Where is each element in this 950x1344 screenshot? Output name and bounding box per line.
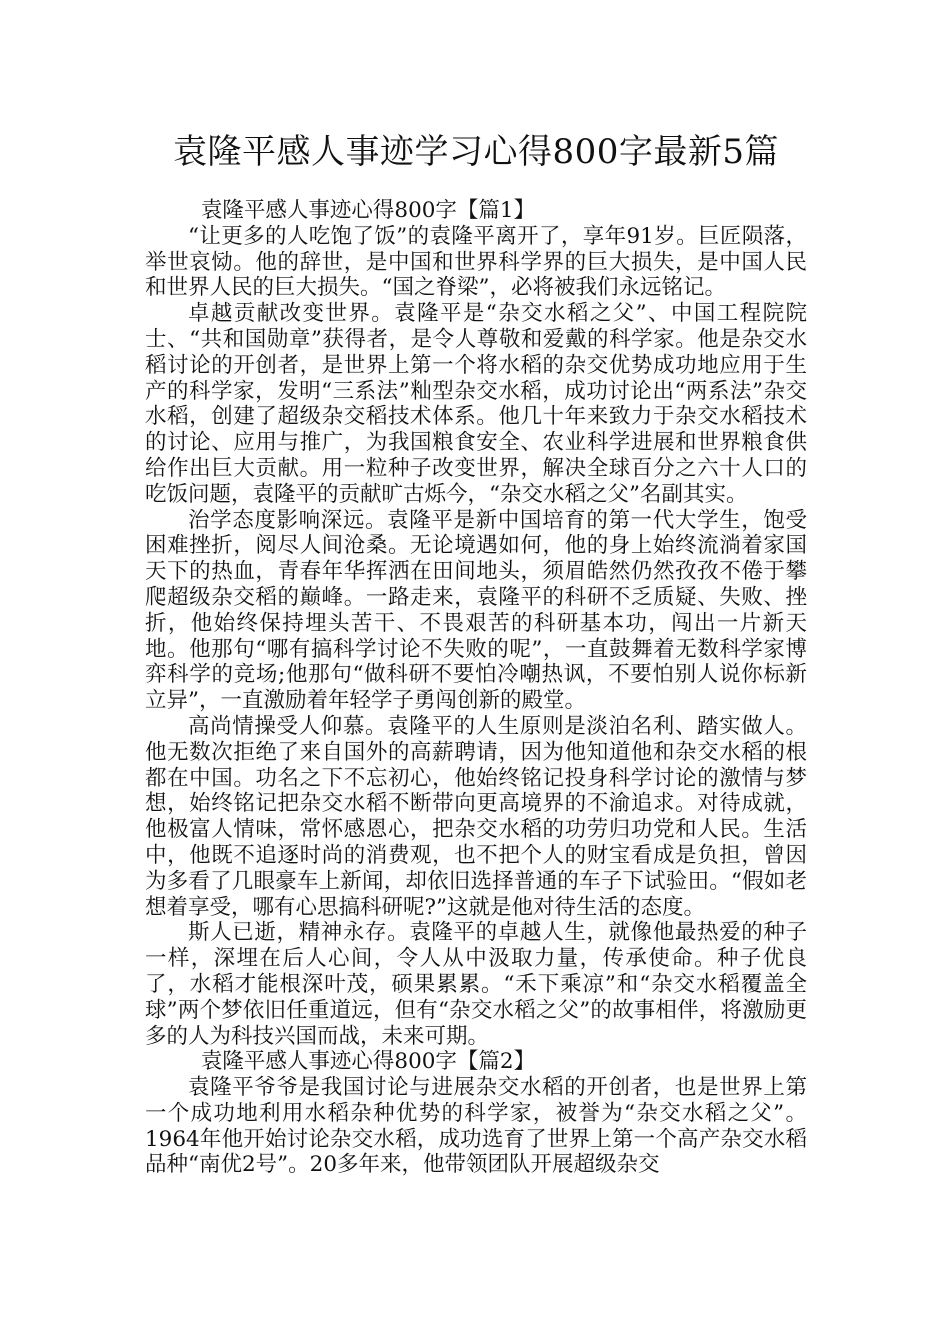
document-page [145, 0, 807, 1178]
section-heading: 袁隆平感人事迹心得800字【篇1】 [200, 198, 536, 223]
body-paragraph: 高尚情操受人仰慕。袁隆平的人生原则是淡泊名利、踏实做人。他无数次拒绝了来自国外的高薪聘请，因为他知道他和杂交水稻的根都在中国。功名之下不忘初心，他始终铭记投身科学讨论的激情与梦想，始终铭记把杂交水稻不断带向更高境界的不渝追求。对待成就，他极富人情味，常怀感恩心，把杂交水稻的功劳归功党和人民。生活中，他既不追逐时尚的消费观，也不把个人的财宝看成是负担，曾因为多看了几眼豪车上新闻，却依旧选择普通的车子下试验田。“假如老想着享受，哪有心思搞科研呢?”这就是他对待生活的态度。 [145, 713, 807, 920]
document-title: 袁隆平感人事迹学习心得800字最新5篇 [172, 132, 780, 172]
section-heading: 袁隆平感人事迹心得800字【篇2】 [200, 1049, 536, 1075]
body-paragraph: 袁隆平爷爷是我国讨论与进展杂交水稻的开创者，也是世界上第一个成功地利用水稻杂种优势的科学家，被誉为“杂交水稻之父”。1964年他开始讨论杂交水稻，成功选育了世界上第一个高产杂交水稻品种“南优2号”。20多年来，他带领团队开展超级杂交 [145, 1075, 807, 1178]
document-body [145, 198, 807, 1178]
body-paragraph: 斯人已逝，精神永存。袁隆平的卓越人生，就像他最热爱的种子一样，深埋在后人心间，令人从中汲取力量，传承使命。种子优良了，水稻才能根深叶茂，硕果累累。“禾下乘凉”和“杂交水稻覆盖全球”两个梦依旧任重道远，但有“杂交水稻之父”的故事相伴，将激励更多的人为科技兴国而战，未来可期。 [145, 920, 807, 1049]
body-paragraph: “让更多的人吃饱了饭”的袁隆平离开了，享年91岁。巨匠陨落，举世哀恸。他的辞世，是中国和世界科学界的巨大损失，是中国人民和世界人民的巨大损失。“国之脊梁”，必将被我们永远铭记。 [145, 223, 807, 301]
body-paragraph: 治学态度影响深远。袁隆平是新中国培育的第一代大学生，饱受困难挫折，阅尽人间沧桑。无论境遇如何，他的身上始终流淌着家国天下的热血，青春年华挥洒在田间地头，须眉皓然仍然孜孜不倦于攀爬超级杂交稻的巅峰。一路走来，袁隆平的科研不乏质疑、失败、挫折，他始终保持埋头苦干、不畏艰苦的科研基本功，闯出一片新天地。他那句“哪有搞科学讨论不失败的呢”，一直鼓舞着无数科学家博弈科学的竞场;他那句“做科研不要怕冷嘲热讽，不要怕别人说你标新立异”，一直激励着年轻学子勇闯创新的殿堂。 [145, 507, 807, 714]
body-paragraph: 卓越贡献改变世界。袁隆平是“杂交水稻之父”、中国工程院院士、“共和国勋章”获得者，是令人尊敬和爱戴的科学家。他是杂交水稻讨论的开创者，是世界上第一个将水稻的杂交优势成功地应用于生产的科学家，发明“三系法”籼型杂交水稻，成功讨论出“两系法”杂交水稻，创建了超级杂交稻技术体系。他几十年来致力于杂交水稻技术的讨论、应用与推广，为我国粮食安全、农业科学进展和世界粮食供给作出巨大贡献。用一粒种子改变世界，解决全球百分之六十人口的吃饭问题，袁隆平的贡献旷古烁今，“杂交水稻之父”名副其实。 [145, 301, 808, 507]
